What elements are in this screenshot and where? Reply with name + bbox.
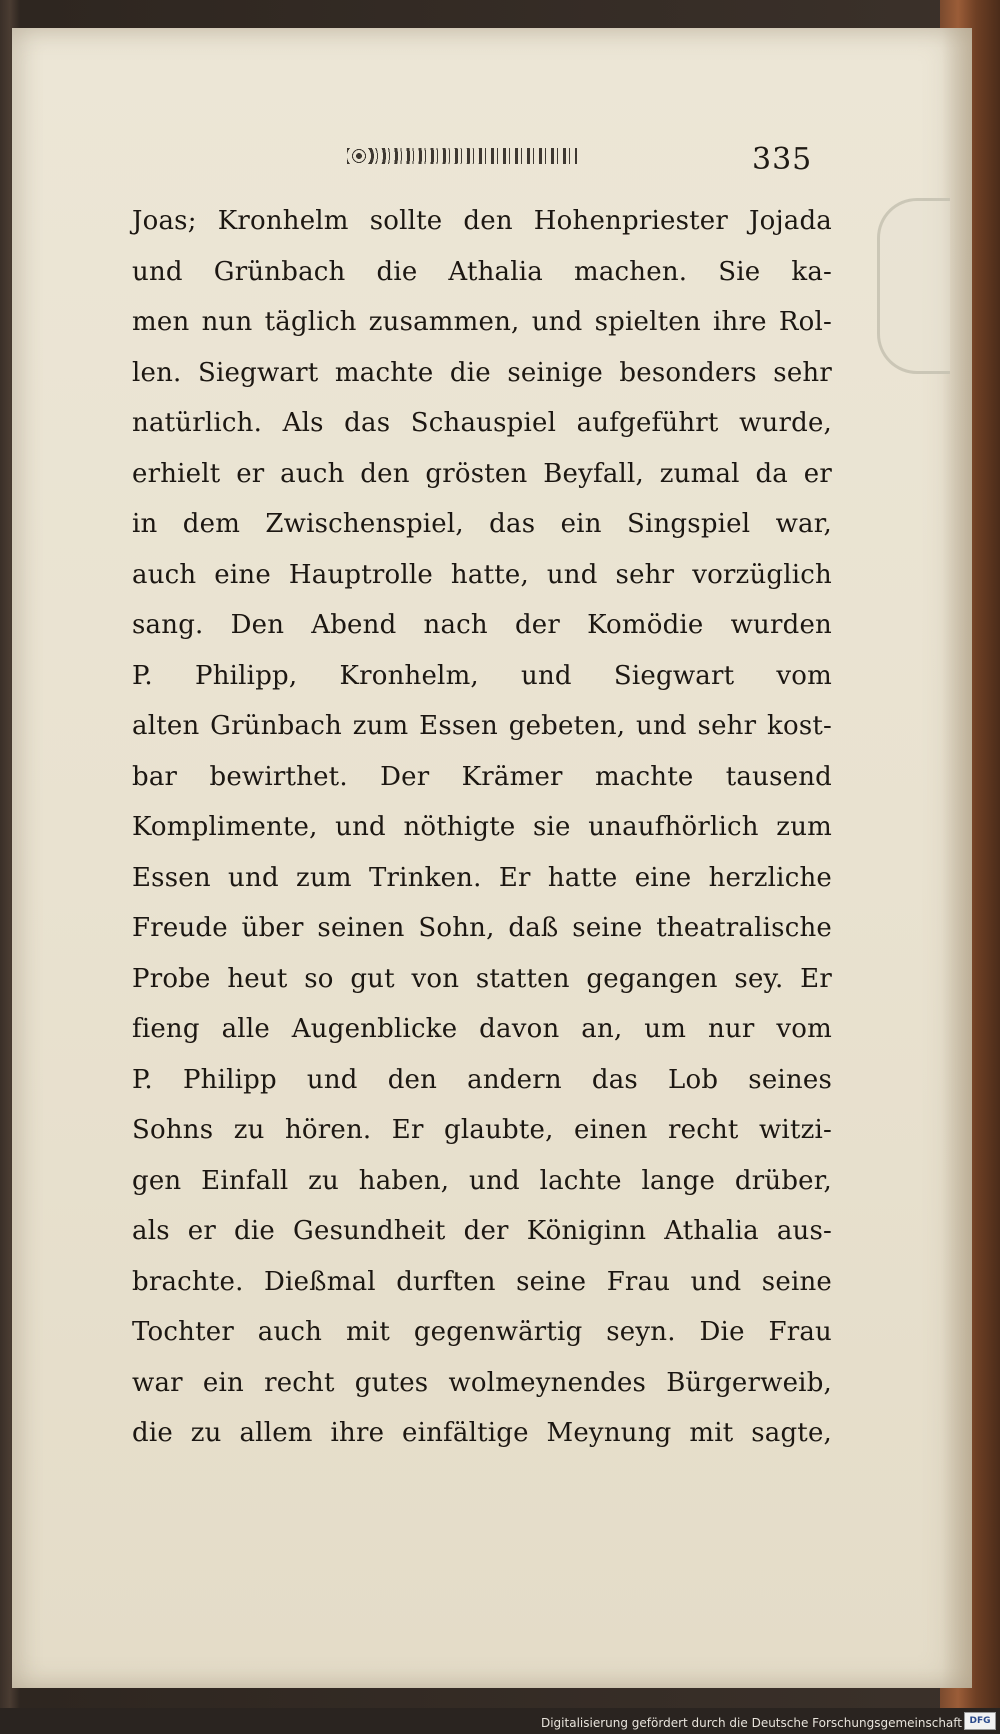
text-line: natürlich. Als das Schauspiel aufgeführt wurde,	[132, 408, 832, 438]
footer-bar	[0, 1708, 1000, 1734]
page-header	[12, 128, 972, 178]
text-line: und Grünbach die Athalia machen. Sie ka-	[132, 256, 832, 287]
dfg-logo-icon: DFG	[964, 1712, 996, 1730]
page-number: 335	[752, 142, 813, 177]
text-line: Komplimente, und nöthigte sie unaufhörlich zum	[132, 812, 832, 842]
text-line: sang. Den Abend nach der Komödie wurden	[132, 610, 832, 640]
text-line: Probe heut so gut von statten gegangen sey. Er	[132, 963, 832, 994]
text-line: gen Einfall zu haben, und lachte lange drüber,	[132, 1165, 832, 1196]
text-line: Essen und zum Trinken. Er hatte eine herzliche	[132, 862, 832, 893]
page-tab-marker	[877, 198, 950, 374]
text-line: P. Philipp und den andern das Lob seines	[132, 1064, 832, 1095]
text-line: Freude über seinen Sohn, daß seine theatralische	[132, 913, 832, 943]
text-line: erhielt er auch den grösten Beyfall, zumal da er	[132, 458, 832, 489]
text-line: die zu allem ihre einfältige Meynung mit sagte,	[132, 1418, 832, 1448]
text-line: als er die Gesundheit der Königinn Athalia aus-	[132, 1216, 832, 1246]
text-line: war ein recht gutes wolmeynendes Bürgerweib,	[132, 1367, 832, 1398]
text-line: Sohns zu hören. Er glaubte, einen recht witzi-	[132, 1115, 832, 1145]
text-line: in dem Zwischenspiel, das ein Singspiel war,	[132, 509, 832, 539]
text-line: Tochter auch mit gegenwärtig seyn. Die Frau	[132, 1317, 832, 1347]
text-line: bar bewirthet. Der Krämer machte tausend	[132, 761, 832, 792]
text-line: men nun täglich zusammen, und spielten ihre Rol-	[132, 307, 832, 337]
funding-credit: Digitalisierung gefördert durch die Deutsche Forschungsgemeinschaft	[540, 1716, 962, 1730]
text-line: fieng alle Augenblicke davon an, um nur vom	[132, 1014, 832, 1044]
page-sheet	[12, 28, 972, 1688]
text-line: Joas; Kronhelm sollte den Hohenpriester Jojada	[132, 206, 832, 236]
text-line: auch eine Hauptrolle hatte, und sehr vorzüglich	[132, 559, 832, 590]
text-line: alten Grünbach zum Essen gebeten, und sehr kost-	[132, 711, 832, 741]
text-line: len. Siegwart machte die seinige besonders sehr	[132, 357, 832, 388]
text-line: brachte. Dießmal durften seine Frau und seine	[132, 1266, 832, 1297]
header-ornament	[347, 146, 577, 168]
text-line: P. Philipp, Kronhelm, und Siegwart vom	[132, 660, 832, 691]
body-text	[132, 196, 832, 1459]
